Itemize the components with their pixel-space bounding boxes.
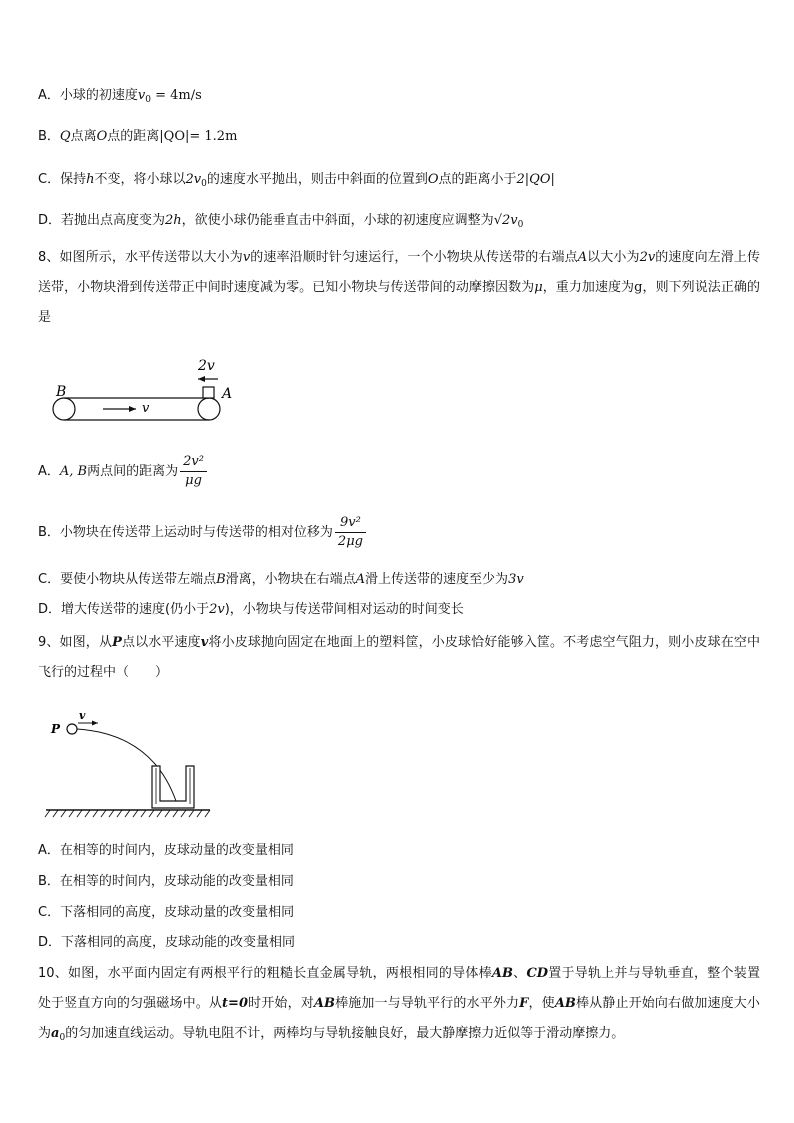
q8-stem-part: 的速度向左滑上传送带，小物块滑到传送带正中间时速度减为零。已知小物块与传送带间的动摩擦因数为 (38, 250, 760, 295)
q10-stem-part: 时开始，对 (248, 996, 314, 1011)
q7-option-b-q: Q (59, 129, 71, 144)
q8-belt-arrowhead (129, 406, 136, 412)
q9-ball (67, 724, 77, 734)
q9-stem (38, 628, 760, 688)
q8-label-v: v (142, 401, 150, 416)
q7-option-b-o: O (96, 129, 108, 144)
q8-option-c-lead: C．要使小物块从传送带左端点 (38, 572, 217, 587)
q7-option-b-formula: |QO|= 1.2m (159, 129, 238, 144)
q10-stem-var: F (519, 996, 529, 1011)
q8-option-d (38, 600, 464, 620)
q8-option-c-mid: 滑离，小物块在右端点 (225, 572, 356, 587)
q9-option-a: A．在相等的时间内，皮球动量的改变量相同 (38, 843, 294, 858)
q10-stem-part: ，使 (528, 996, 555, 1011)
q8-label-2v: 2v (198, 358, 215, 374)
q9-stem-var: v (200, 635, 209, 650)
q8-option-c-b: B (216, 572, 226, 587)
q8-option-a-lead: A． (38, 464, 60, 479)
q8-option-d-end: )，小物块与传送带间相对运动的时间变长 (224, 602, 464, 617)
q8-option-d-value: 2v (209, 602, 225, 617)
q10-stem-var: CD (526, 966, 549, 981)
q8-stem-part: 的速率沿顺时针匀速运行，一个小物块从传送带的右端点 (250, 250, 578, 265)
q8-option-b-lead: B．小物块在传送带上运动时与传送带的相对位移为 (38, 525, 333, 540)
q8-block-arrowhead (198, 376, 205, 382)
q7-option-a-sub: 0 (145, 95, 151, 105)
q8-option-b-fraction (335, 514, 366, 551)
q7-option-c-formula: 2|QO| (516, 172, 555, 187)
q7-option-a-text: A．小球的初速度 (38, 88, 138, 103)
q7-option-d-formula: √2v (493, 213, 518, 228)
q9-stem-part: 9、如图，从 (38, 635, 113, 650)
q8-stem-var: A (577, 250, 588, 265)
q10-stem-sub: 0 (59, 1033, 66, 1043)
q8-conveyor-figure (48, 352, 248, 427)
q8-stem-var: 2v (639, 250, 656, 265)
q9-basket-figure (42, 700, 214, 825)
q7-option-d (38, 211, 523, 231)
q10-stem-part: 棒施加一与导轨平行的水平外力 (334, 996, 520, 1011)
q10-stem-var: AB (491, 966, 513, 981)
q8-option-d-lead: D．增大传送带的速度(仍小于 (38, 602, 210, 617)
q7-option-c-speed: 2v (185, 172, 202, 187)
q8-option-b-denominator: 2μg (337, 534, 363, 549)
q8-option-a-fraction (180, 453, 207, 490)
q9-stem-part: 将小皮球抛向固定在地面上的塑料筐，小皮球恰好能够入筐。不考虑空气阻力，则小皮球在空中飞行的过程中（ ） (38, 635, 760, 680)
q10-stem (38, 959, 760, 1049)
q10-stem-part: 、 (512, 966, 527, 981)
q8-option-c-a: A (355, 572, 366, 587)
q8-left-pulley (53, 398, 75, 420)
q8-label-b: B (56, 384, 67, 400)
q8-option-c-value: 3v (508, 572, 524, 587)
q8-stem-part: ，重力加速度为 (542, 280, 635, 295)
q8-option-a-denominator: μg (185, 473, 202, 488)
q8-stem (38, 243, 760, 333)
q8-stem-part: 以大小为 (587, 250, 640, 265)
q9-label-p: P (51, 722, 61, 736)
q7-option-d-end: ，欲使小球仍能垂直击中斜面，小球的初速度应调整为 (181, 213, 494, 228)
q7-option-c (38, 170, 555, 190)
q9-basket (152, 766, 194, 808)
q7-option-c-mid2: 的速度水平抛出，则击中斜面的位置到 (206, 172, 428, 187)
q8-stem-part: 8、如图所示，水平传送带以大小为 (38, 250, 243, 265)
q7-option-a (38, 86, 202, 106)
q9-stem-part: 点以水平速度 (121, 635, 201, 650)
q8-option-a-points: A, B (59, 464, 88, 479)
q7-option-c-speed-sub: 0 (201, 179, 207, 189)
q8-block (203, 387, 214, 398)
q8-stem-var: μ (534, 280, 543, 295)
q10-stem-part: 的匀加速直线运动。导轨电阻不计，两棒均与导轨接触良好，最大静摩擦力近似等于滑动摩擦力。 (65, 1026, 625, 1041)
q7-option-c-h: h (86, 172, 95, 187)
q7-option-d-formula-sub: 0 (517, 220, 524, 230)
q10-stem-part: 10、如图，水平面内固定有两根平行的粗糙长直金属导轨，两根相同的导体棒 (38, 966, 492, 981)
q9-option-d: D．下落相同的高度，皮球动能的改变量相同 (38, 935, 296, 950)
q10-stem-part: 棒从静止开始向右做加速度大小为 (38, 996, 760, 1041)
q10-stem-var: t=0 (222, 996, 248, 1011)
q8-option-a (38, 452, 209, 492)
q8-right-pulley (198, 398, 220, 420)
q10-stem-var: AB (313, 996, 335, 1011)
q9-velocity-arrowhead (92, 721, 98, 726)
q7-option-c-o: O (427, 172, 439, 187)
q10-stem-var: a (51, 1026, 60, 1041)
q8-label-a: A (222, 386, 233, 402)
q8-option-a-numerator: 2v² (180, 453, 207, 472)
q9-trajectory (77, 729, 176, 801)
q7-option-c-lead: C．保持 (38, 172, 87, 187)
q7-option-b-mid2: 点的距离 (107, 129, 160, 144)
q7-option-b (38, 127, 237, 147)
q8-stem-part: ，则下列说法正确的是 (38, 280, 760, 325)
q7-option-a-value: = 4m/s (151, 88, 202, 103)
q7-option-b-mid: 点离 (70, 129, 97, 144)
q10-stem-part: 置于导轨上并与导轨垂直，整个装置处于竖直方向的匀强磁场中。从 (38, 966, 760, 1011)
q8-option-a-mid: 两点间的距离为 (87, 464, 179, 479)
q9-ground-hatching (45, 810, 210, 817)
q8-stem-var: g (634, 280, 643, 295)
q9-stem-var: P (112, 635, 122, 650)
q8-option-c-mid2: 滑上传送带的速度至少为 (365, 572, 509, 587)
q7-option-c-end: 点的距离小于 (438, 172, 517, 187)
q10-stem-var: AB (554, 996, 576, 1011)
q7-option-b-lead: B． (38, 129, 60, 144)
q7-option-a-var: v (137, 88, 146, 103)
q8-option-b-numerator: 9v² (335, 514, 366, 533)
q7-option-d-h: 2h (165, 213, 182, 228)
q7-option-c-mid: 不变，将小球以 (94, 172, 186, 187)
q8-option-c (38, 570, 524, 590)
q9-label-v: v (79, 709, 86, 722)
q8-option-b (38, 513, 368, 553)
q9-option-c: C．下落相同的高度，皮球动量的改变量相同 (38, 905, 295, 920)
q8-stem-var: v (242, 250, 251, 265)
q7-option-d-lead: D．若抛出点高度变为 (38, 213, 166, 228)
q9-option-b: B．在相等的时间内，皮球动能的改变量相同 (38, 874, 294, 889)
